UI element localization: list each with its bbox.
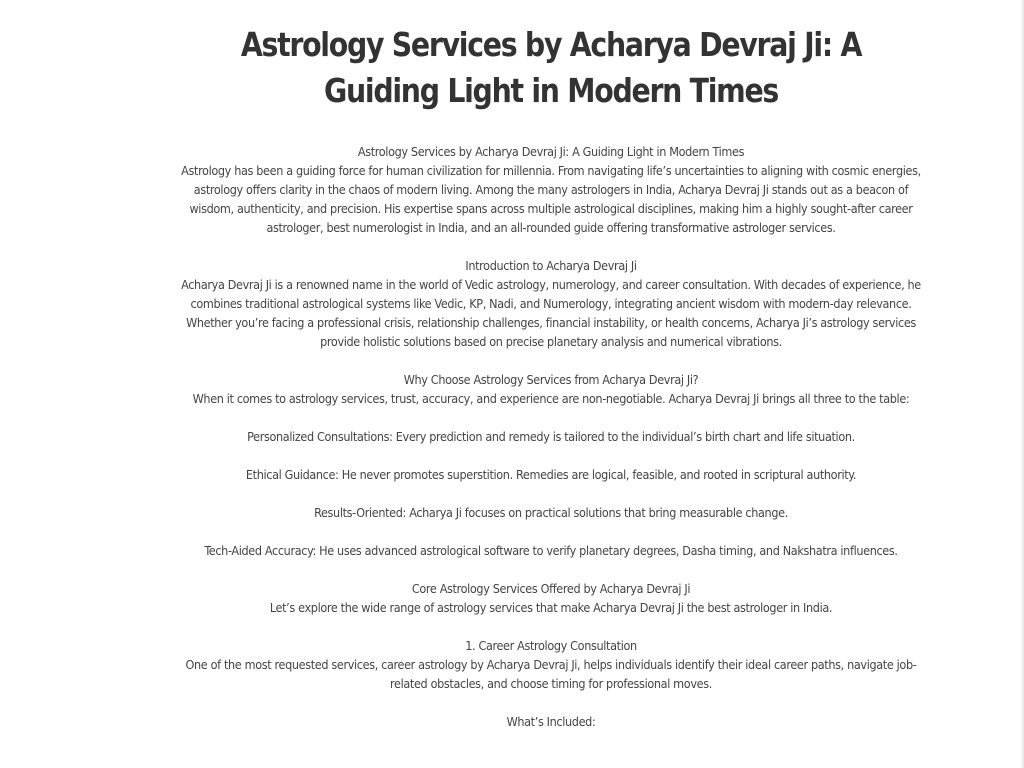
section-heading: Why Choose Astrology Services from Acharya Devraj Ji?	[403, 372, 699, 387]
intro-section	[180, 142, 922, 237]
section-text: Acharya Devraj Ji is a renowned name in the world of Vedic astrology, numerology, and career consultation. With decades of experience, he combines traditional astrological systems like Vedic, KP, Nadi, and Numerology, integrating ancient wisdom with modern-day relevance. Whether you’re facing a professional crisis, relationship challenges, financial instability, or health concerns, Acharya Ji’s astrology services provide holistic solutions based on precise planetary analysis and numerical vibrations.	[181, 277, 921, 349]
point-personalized: Personalized Consultations: Every prediction and remedy is tailored to the individual’s birth chart and life situation.	[247, 429, 855, 444]
point-tech: Tech-Aided Accuracy: He uses advanced astrological software to verify planetary degrees, Dasha timing, and Nakshatra influences.	[204, 543, 898, 558]
page-title: Astrology Services by Acharya Devraj Ji: A Guiding Light in Modern Times	[240, 25, 862, 110]
section-text: Astrology has been a guiding force for human civilization for millennia. From navigating life’s uncertainties to aligning with cosmic energies, astrology offers clarity in the chaos of modern living. Among the many astrologers in India, Acharya Devraj Ji stands out as a beacon of wisdom, authenticity, and precision. His expertise spans across multiple astrological disciplines, making him a highly sought-after career astrologer, best numerologist in India, and an all-rounded guide offering transformative astrologer services.	[181, 163, 921, 235]
section-text: When it comes to astrology services, trust, accuracy, and experience are non-negotiable. Acharya Devraj Ji brings all three to the table:	[192, 391, 910, 406]
whats-included-heading: What’s Included:	[506, 714, 596, 729]
section-heading: 1. Career Astrology Consultation	[465, 638, 637, 653]
point-results: Results-Oriented: Acharya Ji focuses on practical solutions that bring measurable change.	[314, 505, 788, 520]
section-text: One of the most requested services, career astrology by Acharya Devraj Ji, helps individuals identify their ideal career paths, navigate job-related obstacles, and choose timing for professional moves.	[185, 657, 917, 691]
section-heading: Astrology Services by Acharya Devraj Ji: A Guiding Light in Modern Times	[357, 144, 745, 159]
section-heading: Introduction to Acharya Devraj Ji	[465, 258, 637, 273]
career-section	[180, 636, 922, 693]
article-body	[180, 142, 922, 750]
point-ethical: Ethical Guidance: He never promotes superstition. Remedies are logical, feasible, and rooted in scriptural authority.	[245, 467, 857, 482]
section-heading: Core Astrology Services Offered by Acharya Devraj Ji	[411, 581, 691, 596]
page-edge-shadow	[1020, 0, 1024, 768]
why-choose-section	[180, 370, 922, 408]
introduction-section	[180, 256, 922, 351]
section-text: Let’s explore the wide range of astrology services that make Acharya Devraj Ji the best astrologer in India.	[269, 600, 833, 615]
document-page	[180, 22, 922, 729]
core-services-section	[180, 579, 922, 617]
